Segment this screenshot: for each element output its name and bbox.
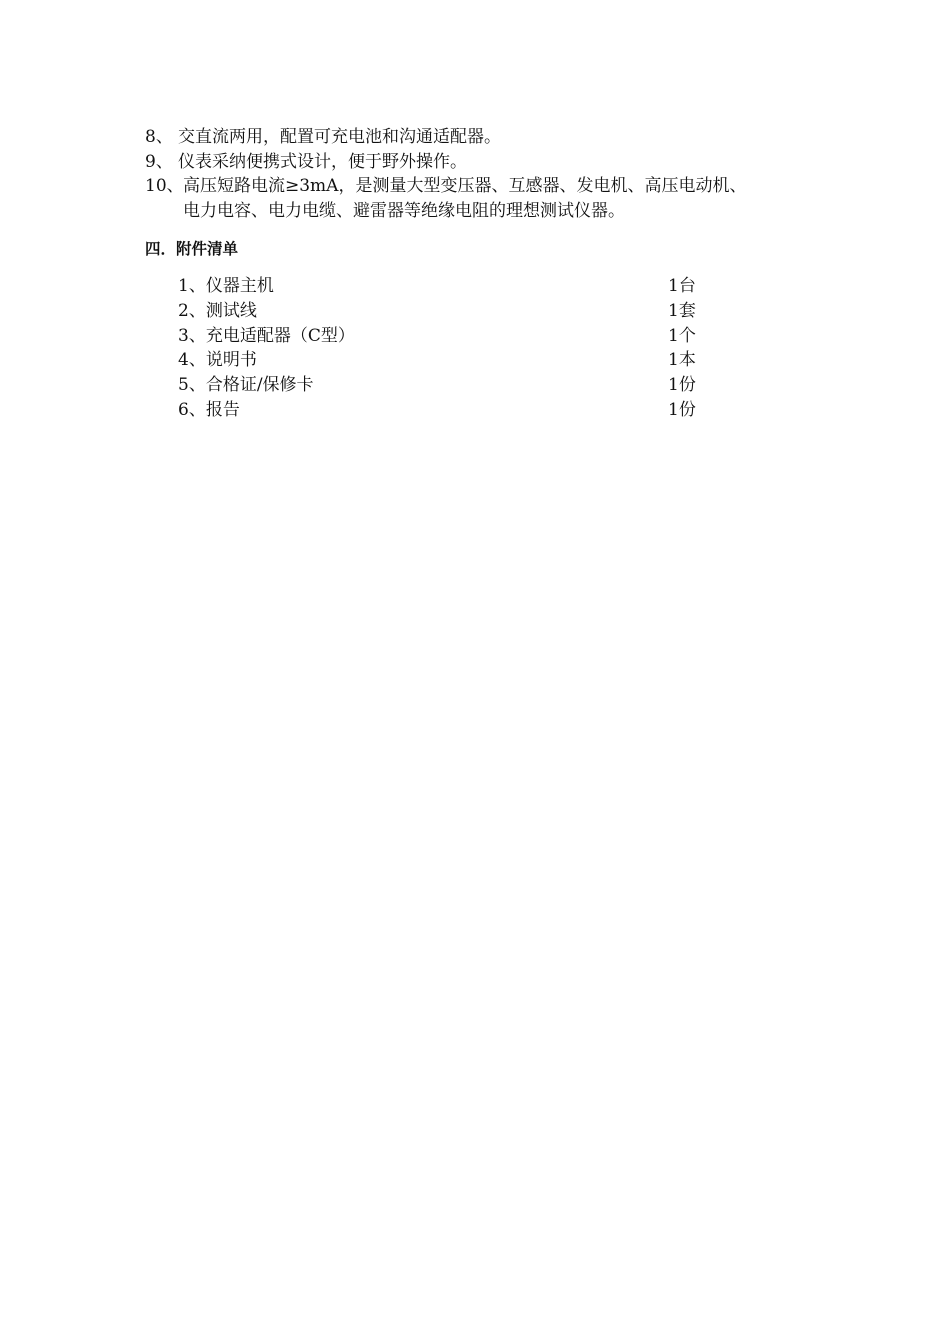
accessory-quantity: 1套	[668, 300, 696, 321]
feature-number: 10、	[145, 176, 184, 196]
accessory-name: 4、说明书	[178, 350, 257, 371]
accessory-name: 3、充电适配器（C型）	[178, 325, 355, 346]
feature-text-line: 电力电容、电力电缆、避雷器等绝缘电阻的理想测试仪器。	[183, 200, 625, 221]
feature-text-block	[183, 174, 845, 223]
accessory-quantity: 1个	[668, 325, 696, 346]
feature-text: 交直流两用，配置可充电池和沟通适配器。	[178, 127, 501, 147]
accessory-row	[178, 274, 738, 299]
accessory-row	[178, 348, 738, 373]
accessory-name: 6、报告	[178, 399, 240, 420]
feature-text: 仪表采纳便携式设计，便于野外操作。	[178, 151, 467, 172]
feature-list	[145, 125, 845, 223]
accessory-row	[178, 324, 738, 349]
accessory-name: 5、合格证/保修卡	[178, 375, 314, 396]
accessory-row	[178, 299, 738, 324]
feature-item	[145, 125, 845, 150]
accessory-name: 1、仪器主机	[178, 276, 274, 296]
feature-number: 8、	[145, 127, 173, 147]
section-title: 四．附件清单	[145, 240, 239, 258]
accessory-row	[178, 398, 738, 423]
accessory-quantity: 1台	[668, 276, 696, 296]
feature-number: 9、	[145, 151, 173, 172]
accessory-quantity: 1本	[668, 350, 696, 371]
accessory-quantity: 1份	[668, 375, 696, 396]
feature-text-line: 高压短路电流≥3mA，是测量大型变压器、互感器、发电机、高压电动机、	[183, 176, 747, 196]
feature-item	[145, 174, 845, 223]
accessory-quantity: 1份	[668, 399, 696, 420]
accessory-list	[178, 274, 738, 423]
feature-item	[145, 150, 845, 175]
accessory-row	[178, 373, 738, 398]
accessory-name: 2、测试线	[178, 300, 257, 321]
